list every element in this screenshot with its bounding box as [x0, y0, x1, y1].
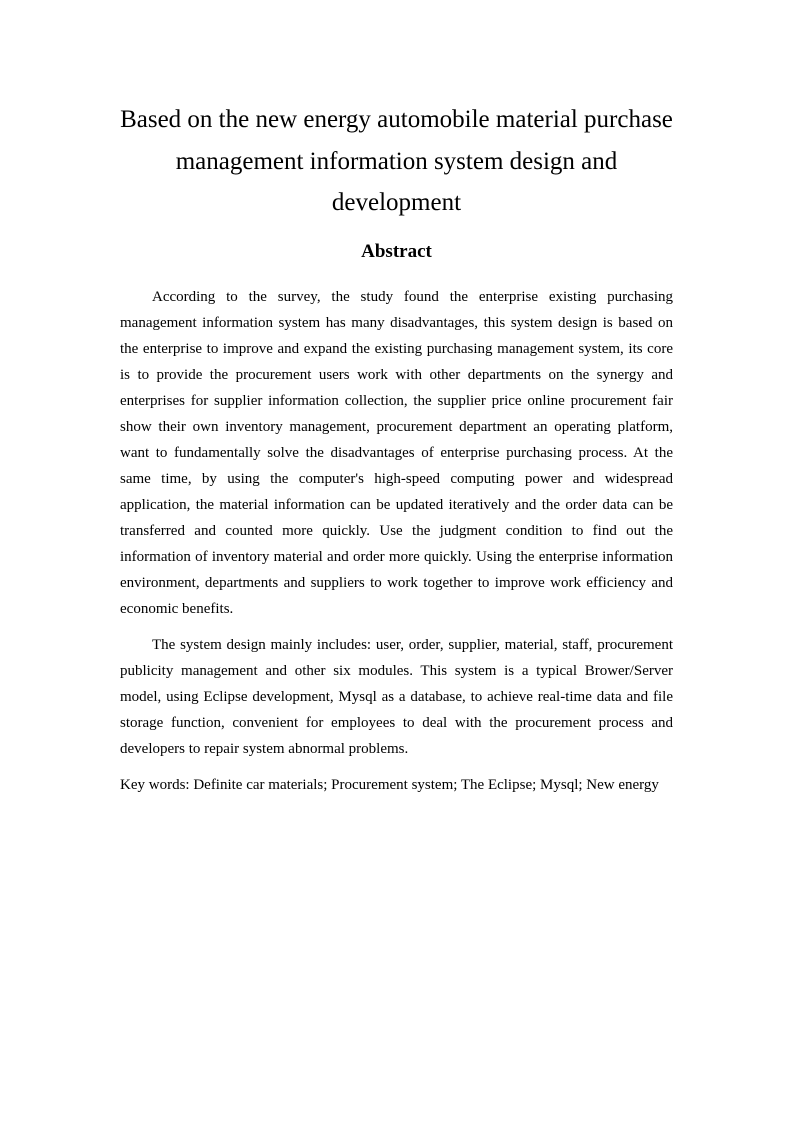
abstract-heading: Abstract [361, 241, 432, 262]
title-line-2: management information system design and [175, 147, 618, 175]
keywords-line: Key words: Definite car materials; Procurement system; The Eclipse; Mysql; New energy [120, 777, 659, 793]
abstract-paragraph-1: According to the survey, the study found the enterprise existing purchasing management information system has many disadvantages, this system design is based on the enterprise to improve and expand the existing purchasing management system, its core is to provide the procurement users work with other departments on the synergy and enterprises for supplier information collection, the supplier price online procurement fair show their own inventory management, procurement department an operating platform, want to fundamentally solve the disadvantages of enterprise purchasing process. At the same time, by using the computer's high-speed computing power and widespread application, the material information can be updated iteratively and the order data can be transferred and counted more quickly. Use the judgment condition to find out the information of inventory material and order more quickly. Using the enterprise information environment, departments and suppliers to work together to improve work efficiency and economic benefits. [120, 289, 673, 617]
document-title [120, 99, 673, 224]
title-line-3: development [331, 189, 462, 216]
abstract-body [120, 284, 673, 798]
abstract-paragraph-2: The system design mainly includes: user, order, supplier, material, staff, procurement publicity management and other six modules. This system is a typical Brower/Server model, using Eclipse development, Mysql as a database, to achieve real-time data and file storage function, convenient for employees to deal with the procurement process and developers to repair system abnormal problems. [120, 637, 673, 757]
title-line-1: Based on the new energy automobile material purchase [120, 106, 673, 133]
